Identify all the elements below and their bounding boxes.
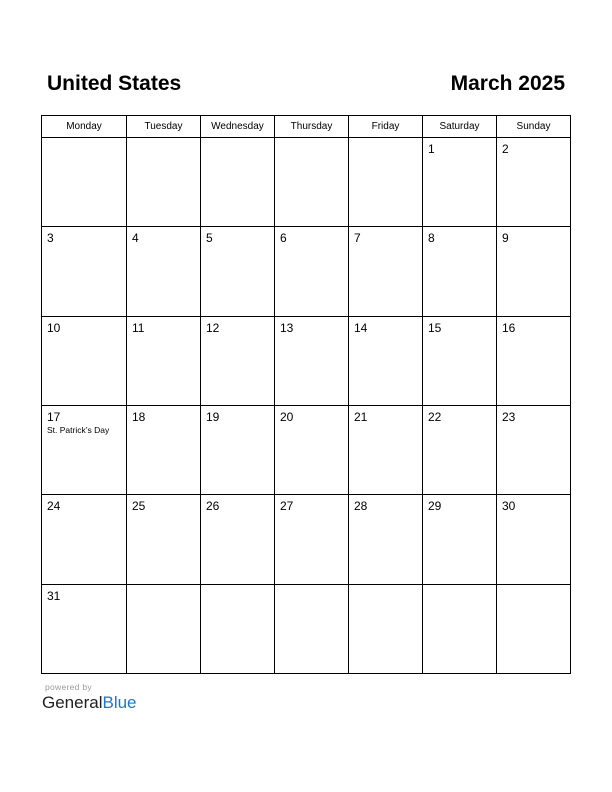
weekday-header: Friday <box>349 116 423 138</box>
generalblue-logo[interactable] <box>42 693 137 713</box>
day-number <box>349 138 422 142</box>
week-row <box>42 138 571 227</box>
day-cell <box>349 227 423 316</box>
day-number <box>423 585 496 589</box>
weekday-header-row <box>42 116 571 138</box>
weekday-header: Monday <box>42 116 127 138</box>
weekday-header: Wednesday <box>201 116 275 138</box>
week-row <box>42 405 571 494</box>
day-cell <box>423 227 497 316</box>
day-cell <box>201 138 275 227</box>
day-cell <box>349 138 423 227</box>
day-cell <box>349 584 423 673</box>
day-number: 12 <box>206 320 220 335</box>
day-number <box>127 138 200 142</box>
day-cell <box>42 227 127 316</box>
day-number <box>201 585 274 589</box>
powered-by-label: powered by <box>45 682 92 692</box>
day-cell <box>349 495 423 584</box>
day-cell <box>127 138 201 227</box>
holiday-label: St. Patrick’s Day <box>47 424 110 435</box>
day-cell <box>127 495 201 584</box>
country-title: United States <box>47 72 182 95</box>
week-row <box>42 227 571 316</box>
day-number: 25 <box>132 499 146 514</box>
day-number: 1 <box>428 142 435 156</box>
day-cell <box>127 316 201 405</box>
month-year-title: March 2025 <box>450 72 565 95</box>
day-cell <box>201 495 275 584</box>
day-number <box>201 138 274 142</box>
day-number: 5 <box>206 231 213 246</box>
day-cell <box>497 227 571 316</box>
day-number: 8 <box>428 231 435 246</box>
day-cell <box>127 584 201 673</box>
day-number: 19 <box>206 409 220 424</box>
day-number: 10 <box>47 320 61 335</box>
day-number: 9 <box>502 231 509 246</box>
day-cell <box>349 316 423 405</box>
calendar-grid <box>41 115 571 674</box>
day-cell <box>42 138 127 227</box>
day-cell <box>497 584 571 673</box>
day-cell <box>423 495 497 584</box>
day-number: 20 <box>280 409 294 424</box>
day-cell <box>423 405 497 494</box>
day-cell <box>127 227 201 316</box>
day-cell <box>42 495 127 584</box>
day-number: 18 <box>132 409 146 424</box>
weekday-header: Tuesday <box>127 116 201 138</box>
day-cell <box>275 316 349 405</box>
day-cell <box>201 584 275 673</box>
day-number: 2 <box>502 142 509 156</box>
day-cell <box>275 495 349 584</box>
day-number: 28 <box>354 499 368 514</box>
day-number: 14 <box>354 320 368 335</box>
day-cell <box>497 316 571 405</box>
day-number <box>275 585 348 589</box>
weekday-header: Sunday <box>497 116 571 138</box>
day-cell <box>423 316 497 405</box>
day-number <box>349 585 422 589</box>
day-cell <box>349 405 423 494</box>
brand-blue: Blue <box>102 693 137 712</box>
day-cell <box>42 316 127 405</box>
day-number: 31 <box>47 588 61 603</box>
day-cell <box>423 138 497 227</box>
day-number: 3 <box>47 231 54 246</box>
day-number: 6 <box>280 231 287 246</box>
weekday-header: Saturday <box>423 116 497 138</box>
day-cell <box>423 584 497 673</box>
day-cell <box>42 405 127 494</box>
day-number: 13 <box>280 320 294 335</box>
weekday-header: Thursday <box>275 116 349 138</box>
day-number: 15 <box>428 320 442 335</box>
day-cell <box>127 405 201 494</box>
day-number: 27 <box>280 499 294 514</box>
day-cell <box>497 405 571 494</box>
day-cell <box>275 138 349 227</box>
day-number: 23 <box>502 409 516 424</box>
day-number: 22 <box>428 409 442 424</box>
day-number: 21 <box>354 409 368 424</box>
day-number <box>42 138 126 142</box>
day-cell <box>497 138 571 227</box>
day-cell <box>42 584 127 673</box>
day-number: 7 <box>354 231 361 246</box>
day-cell <box>275 227 349 316</box>
day-number <box>127 585 200 589</box>
week-row <box>42 316 571 405</box>
brand-general: General <box>42 693 103 712</box>
week-row <box>42 584 571 673</box>
day-number <box>497 585 570 589</box>
day-cell <box>201 316 275 405</box>
day-number: 29 <box>428 499 442 514</box>
day-cell <box>275 584 349 673</box>
day-number: 30 <box>502 499 516 514</box>
week-row <box>42 495 571 584</box>
day-number: 17 <box>47 409 61 424</box>
day-cell <box>497 495 571 584</box>
day-number: 4 <box>132 231 139 246</box>
day-number <box>275 138 348 142</box>
day-cell <box>201 405 275 494</box>
day-cell <box>275 405 349 494</box>
day-cell <box>201 227 275 316</box>
day-number: 26 <box>206 499 220 514</box>
day-number: 11 <box>132 320 145 335</box>
day-number: 16 <box>502 320 516 335</box>
day-number: 24 <box>47 499 61 514</box>
